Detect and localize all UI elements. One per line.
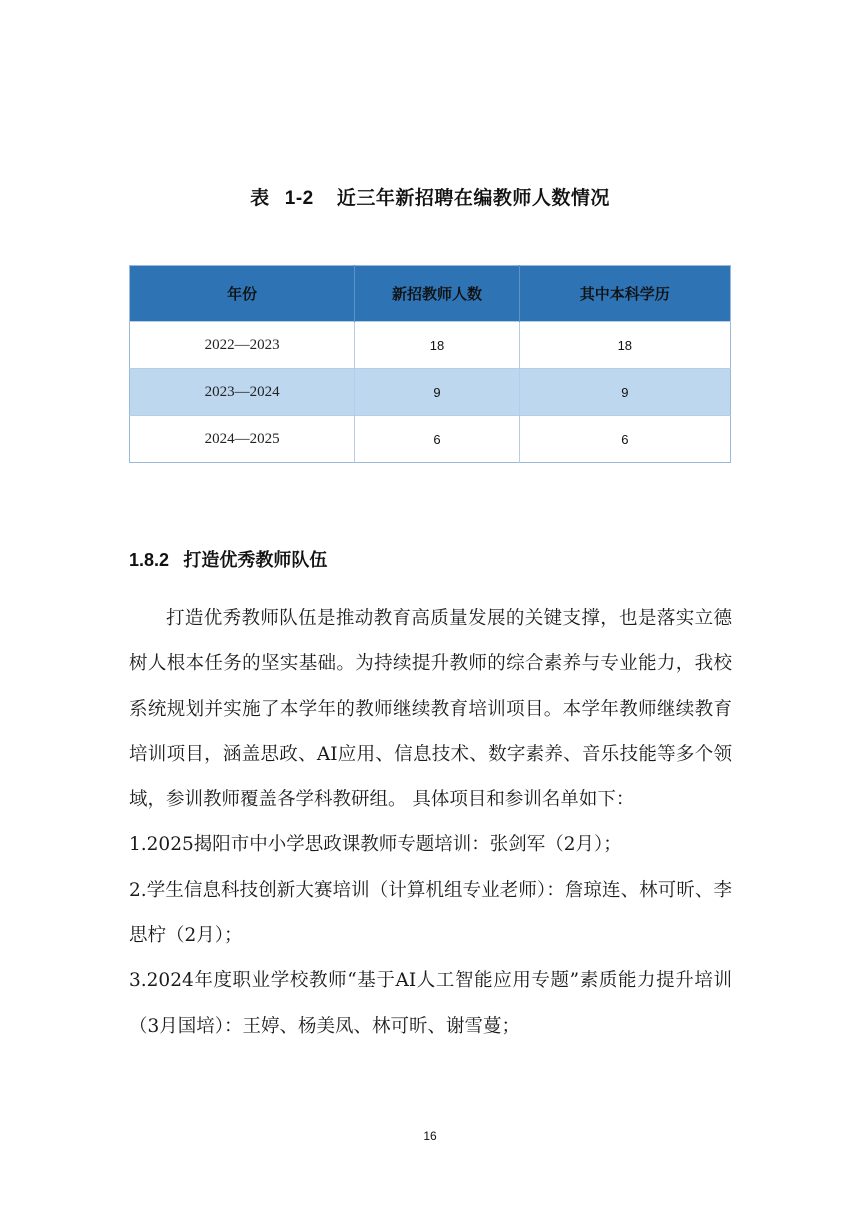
table-caption xyxy=(0,183,860,210)
teacher-recruitment-table xyxy=(129,265,731,463)
cell-bachelor: 9 xyxy=(519,369,730,416)
table-row xyxy=(130,416,731,463)
list-item: 2.学生信息科技创新大赛培训（计算机组专业老师）：詹琼连、林可昕、李思柠（2月）； xyxy=(129,879,732,947)
body-text xyxy=(129,596,732,1049)
cell-bachelor: 6 xyxy=(519,416,730,463)
list-item: 1.2025揭阳市中小学思政课教师专题培训：张剑军（2月）； xyxy=(129,834,622,856)
cell-new-teachers: 9 xyxy=(355,369,519,416)
header-year: 年份 xyxy=(130,266,355,322)
table-caption-text: 近三年新招聘在编教师人数情况 xyxy=(336,187,610,209)
cell-year: 2024—2025 xyxy=(130,416,355,463)
table-header-row xyxy=(130,266,731,322)
cell-year: 2022—2023 xyxy=(130,322,355,369)
table-row xyxy=(130,369,731,416)
list-item: 3.2024年度职业学校教师“基于AI人工智能应用专题”素质能力提升培训（3月国培）：王婷、杨美凤、林可昕、谢雪蔓； xyxy=(129,970,732,1037)
cell-year: 2023—2024 xyxy=(130,369,355,416)
header-bachelor: 其中本科学历 xyxy=(519,266,730,322)
section-heading xyxy=(129,546,327,572)
section-title: 打造优秀教师队伍 xyxy=(183,550,328,571)
table-caption-number: 1-2 xyxy=(284,188,314,209)
intro-paragraph: 打造优秀教师队伍是推动教育高质量发展的关键支撑，也是落实立德树人根本任务的坚实基础。为持续提升教师的综合素养与专业能力，我校系统规划并实施了本学年的教师继续教育培训项目。本学年教师继续教育培训项目，涵盖思政、AI应用、信息技术、数字素养、音乐技能等多个领域，参训教师覆盖各学科教研组。 具体项目和参训名单如下： xyxy=(129,608,732,811)
section-number: 1.8.2 xyxy=(129,550,170,570)
cell-new-teachers: 18 xyxy=(355,322,519,369)
table-caption-prefix: 表 xyxy=(250,187,270,209)
cell-new-teachers: 6 xyxy=(355,416,519,463)
cell-bachelor: 18 xyxy=(519,322,730,369)
header-new-teachers: 新招教师人数 xyxy=(355,266,519,322)
page-number: 16 xyxy=(423,1129,437,1143)
table-row xyxy=(130,322,731,369)
